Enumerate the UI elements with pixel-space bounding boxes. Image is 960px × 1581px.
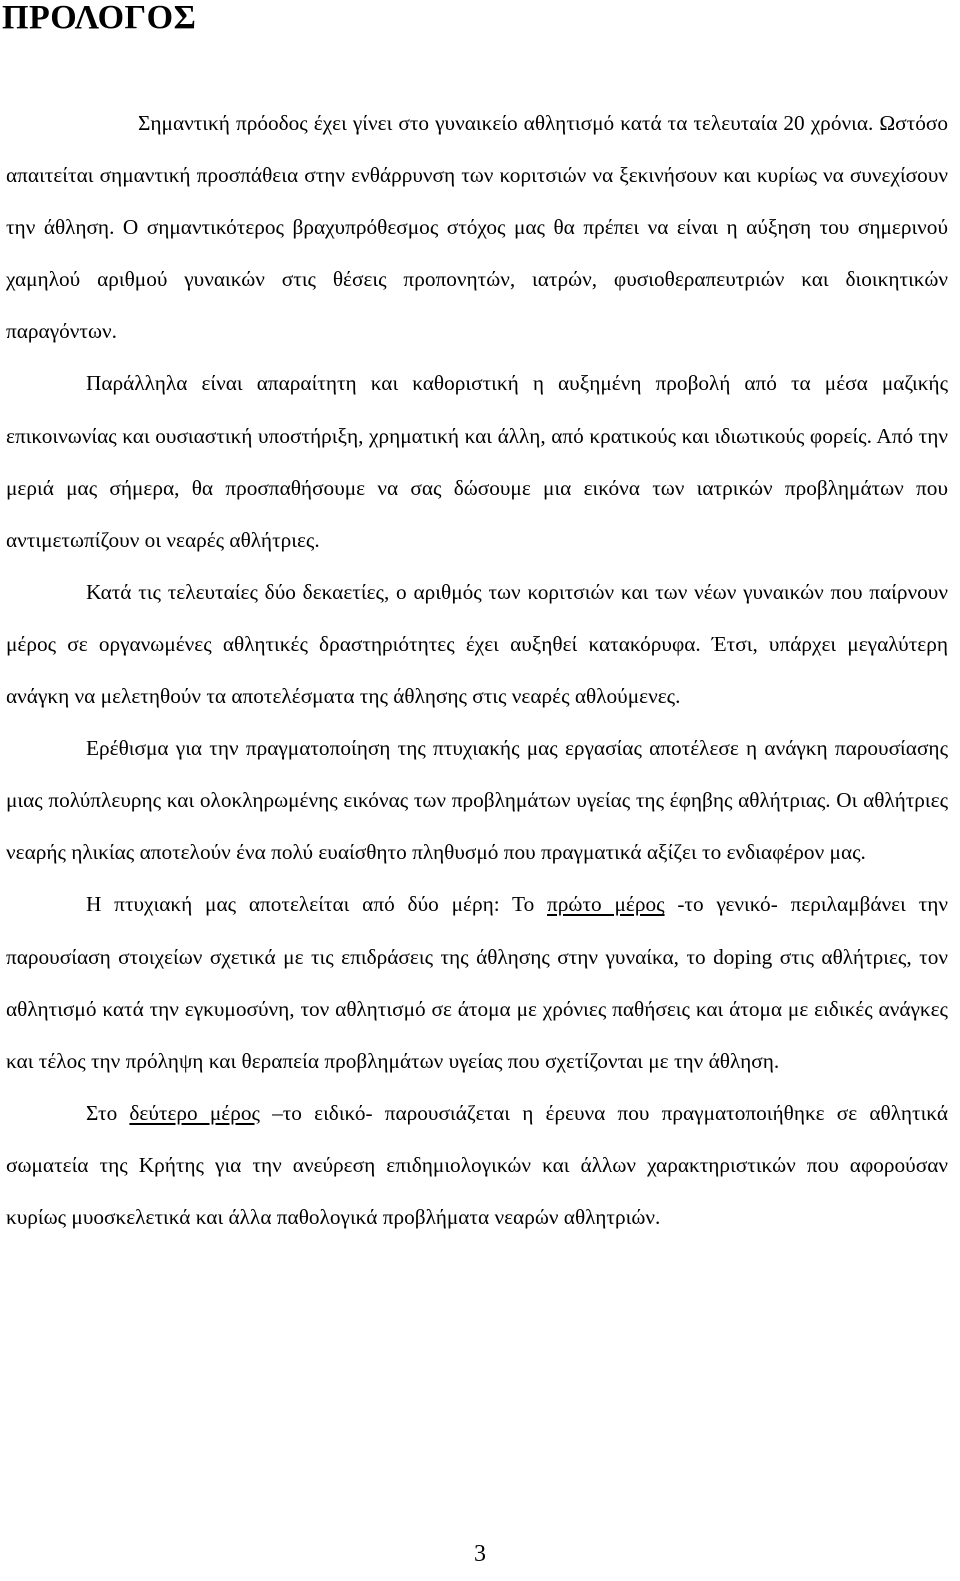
page-title: ΠΡΟΛΟΓΟΣ [2, 0, 197, 36]
paragraph-motivation: Ερέθισμα για την πραγματοποίηση της πτυχιακής μας εργασίας αποτέλεσε η ανάγκη παρουσίασης μιας πολύπλευρης και ολοκληρωμένης εικόνας των προβλημάτων υγείας της έφηβης αθλήτριας. Οι αθλήτριες νεαρής ηλικίας αποτελούν ένα πολύ ευαίσθητο πληθυσμό που πραγματικά αξίζει το ενδιαφέρον μας. [6, 736, 948, 865]
part-two-text-before: Στο [86, 1100, 130, 1125]
paragraph-media-support: Παράλληλα είναι απαραίτητη και καθοριστική η αυξημένη προβολή από τα μέσα μαζικής επικοινωνίας και ουσιαστική υποστήριξη, χρηματική και άλλη, από κρατικούς και ιδιωτικούς φορείς. Από την μεριά μας σήμερα, θα προσπαθήσουμε να σας δώσουμε μια εικόνα των ιατρικών προβλημάτων που αντιμετωπίζουν οι νεαρές αθλήτριες. [6, 371, 948, 552]
document-body [6, 97, 948, 1243]
part-one-text-before: Η πτυχιακή μας αποτελείται από δύο μέρη: Το [86, 892, 548, 917]
part-one-underlined: πρώτο μέρος [547, 892, 665, 917]
paragraph-participation-growth: Κατά τις τελευταίες δύο δεκαετίες, ο αριθμός των κοριτσιών και των νέων γυναικών που παίρνουν μέρος σε οργανωμένες αθλητικές δραστηριότητες έχει αυξηθεί κατακόρυφα. Έτσι, υπάρχει μεγαλύτερη ανάγκη να μελετηθούν τα αποτελέσματα της άθλησης στις νεαρές αθλούμενες. [6, 579, 948, 709]
paragraph-intro: Σημαντική πρόοδος έχει γίνει στο γυναικείο αθλητισμό κατά τα τελευταία 20 χρόνια. Ωστόσο απαιτείται σημαντική προσπάθεια στην ενθάρρυνση των κοριτσιών να ξεκινήσουν και κυρίως να συνεχίσουν την άθληση. Ο σημαντικότερος βραχυπρόθεσμος στόχος μας θα πρέπει να είναι η αύξηση του σημερινού χαμηλού αριθμού γυναικών στις θέσεις προπονητών, ιατρών, φυσιοθεραπευτριών και διοικητικών παραγόντων. [6, 111, 948, 344]
part-two-text-after: –το ειδικό- παρουσιάζεται η έρευνα που πραγματοποιήθηκε σε αθλητικά σωματεία της Κρήτης για την ανεύρεση επιδημιολογικών και άλλων χαρακτηριστικών που αφορούσαν κυρίως μυοσκελετικά και άλλα παθολογικά προβλήματα νεαρών αθλητριών. [6, 1100, 949, 1229]
paragraph-part-two [6, 1087, 948, 1243]
paragraph-part-one [6, 878, 948, 1086]
page-number: 3 [474, 1541, 486, 1567]
part-one-text-after: -το γενικό- περιλαμβάνει την παρουσίαση στοιχείων σχετικά με τις επιδράσεις της άθλησης στην γυναίκα, το doping στις αθλήτριες, τον αθλητισμό κατά την εγκυμοσύνη, τον αθλητισμό σε άτομα με χρόνιες παθήσεις και άτομα με ειδικές ανάγκες και τέλος την πρόληψη και θεραπεία προβλημάτων υγείας που σχετίζονται με την άθληση. [6, 892, 948, 1073]
part-two-underlined: δεύτερο μέρος [129, 1100, 260, 1125]
